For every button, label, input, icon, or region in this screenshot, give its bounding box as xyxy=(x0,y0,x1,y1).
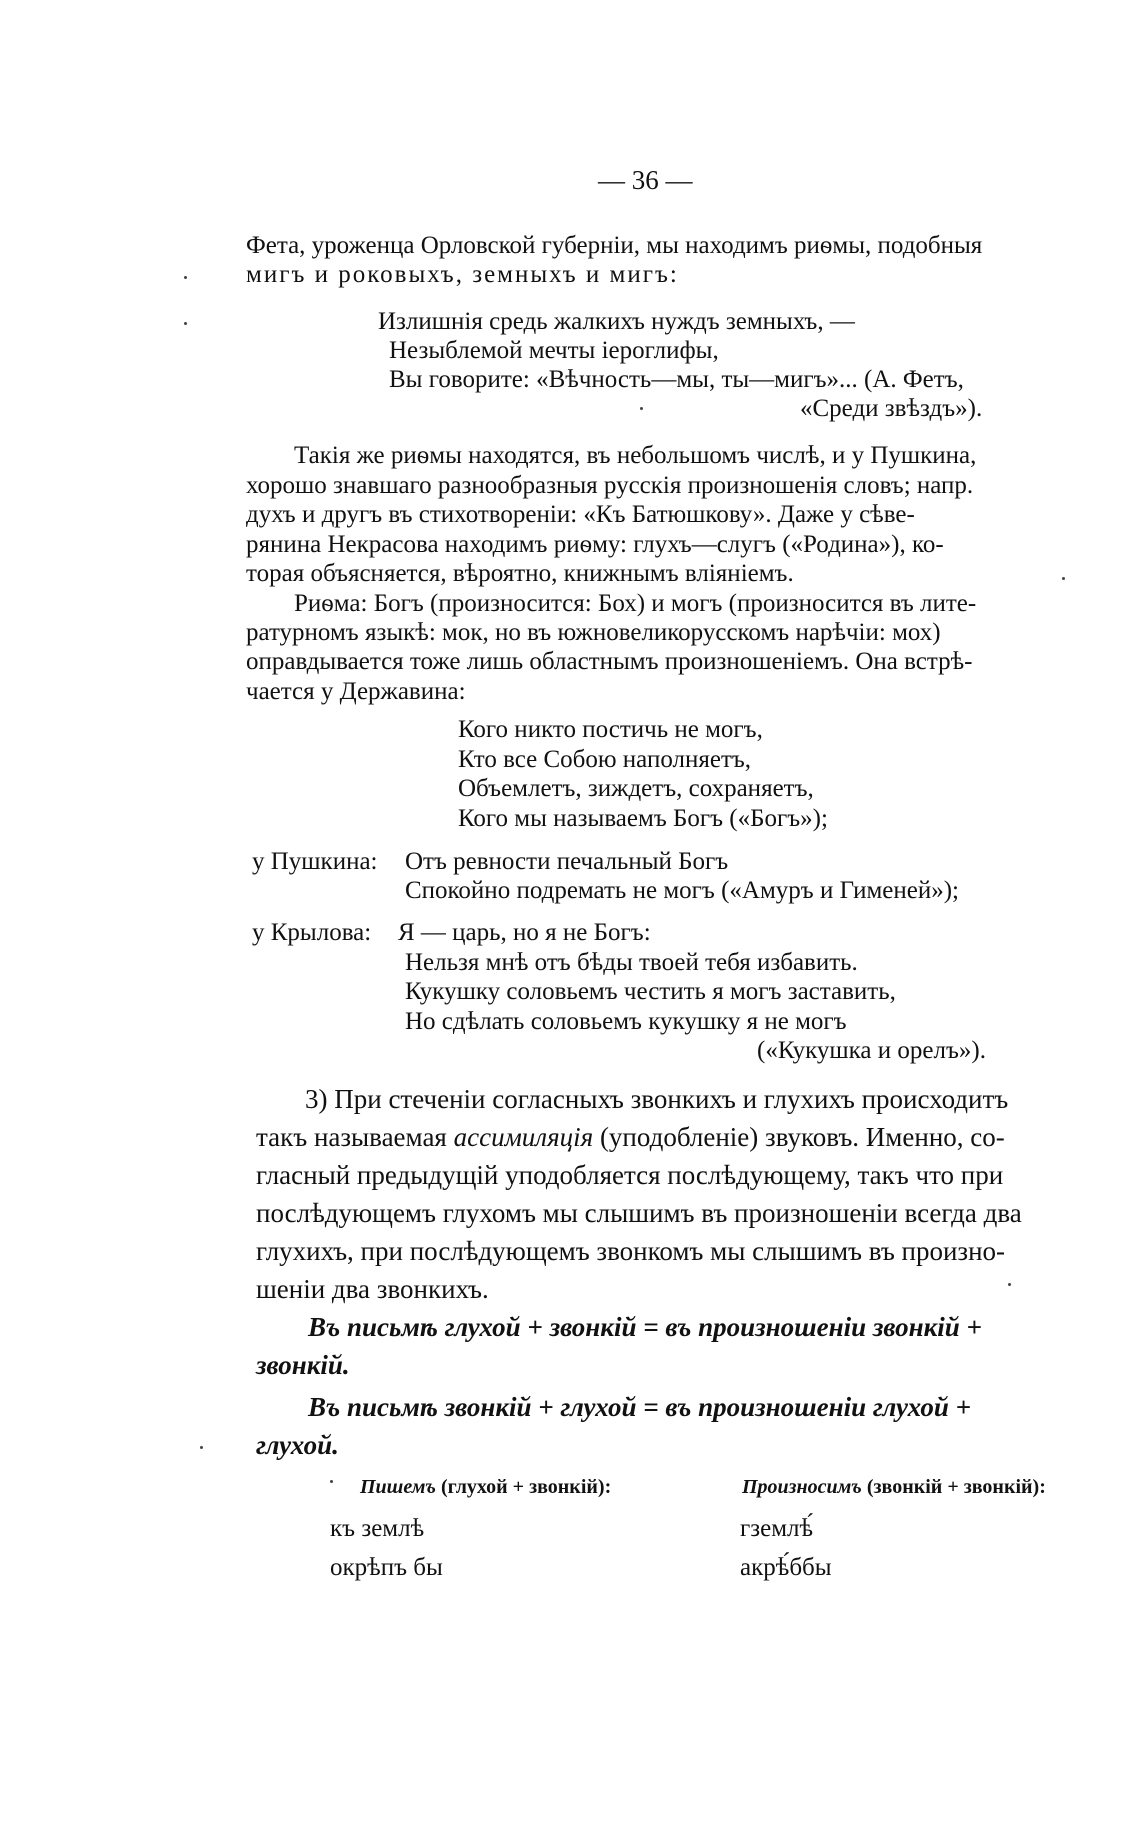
para2-line-2: хорошо знавшаго разнообразныя русскія произношенія словъ; напр. xyxy=(246,472,974,499)
page-number: — 36 — xyxy=(598,165,693,195)
krylov-line-5: («Кукушка и орелъ»). xyxy=(757,1037,986,1064)
fet-poem-line-2: Незыблемой мечты іероглифы, xyxy=(389,337,719,364)
para3-line-4: чается у Державина: xyxy=(246,678,466,705)
krylov-line-4: Но сдѣлать соловьемъ кукушку я не могъ xyxy=(405,1008,847,1035)
example-written-1: къ землѣ xyxy=(330,1515,425,1542)
example-spoken-1: гземлѣ́ xyxy=(740,1515,814,1542)
krylov-line-2: Нельзя мнѣ отъ бѣды твоей тебя избавить. xyxy=(405,949,858,976)
para4-line-4: послѣдующемъ глухомъ мы слышимъ въ произношеніи всегда два xyxy=(256,1198,1022,1228)
para2-line-1: Такія же риѳмы находятся, въ небольшомъ числѣ, и у Пушкина, xyxy=(294,442,977,469)
fet-poem-line-3: Вы говорите: «Вѣчность—мы, ты—мигъ»... (А. Фетъ, xyxy=(389,366,964,393)
scan-speck xyxy=(640,407,643,410)
scan-speck xyxy=(1062,577,1065,580)
krylov-line-3: Кукушку соловьемъ честить я могъ заставить, xyxy=(405,978,896,1005)
para4-line-3: гласный предыдущій уподобляется послѣдующему, такъ что при xyxy=(256,1160,1004,1190)
para2-line-3: духъ и другъ въ стихотвореніи: «Къ Батюшкову». Даже у сѣве- xyxy=(246,501,915,528)
examples-left-header: Пишемъ (глухой + звонкій): xyxy=(360,1476,612,1498)
fet-poem-line-1: Излишнія средь жалкихъ нуждъ земныхъ, — xyxy=(378,308,855,335)
example-written-2: окрѣпъ бы xyxy=(330,1554,443,1581)
para4-line-2: такъ называемая ассимиляція (уподобленіе) звуковъ. Именно, со- xyxy=(256,1122,1005,1152)
rule1-line-1: Въ письмѣ глухой + звонкій = въ произношеніи звонкій + xyxy=(308,1312,982,1342)
derzhavin-line-3: Объемлетъ, зиждетъ, сохраняетъ, xyxy=(458,775,814,802)
para4-line-5: глухихъ, при послѣдующемъ звонкомъ мы слышимъ въ произно- xyxy=(256,1236,1006,1266)
derzhavin-line-2: Кто все Собою наполняетъ, xyxy=(458,746,752,773)
rule2-line-1: Въ письмѣ звонкій + глухой = въ произношеніи глухой + xyxy=(308,1392,972,1422)
para4-line-6: шеніи два звонкихъ. xyxy=(256,1274,489,1304)
krylov-line-1: Я — царь, но я не Богъ: xyxy=(398,919,651,946)
examples-right-header: Произносимъ (звонкій + звонкій): xyxy=(742,1476,1046,1498)
para2-line-5: торая объясняется, вѣроятно, книжнымъ вліяніемъ. xyxy=(246,560,794,587)
krylov-label: у Крылова: xyxy=(252,919,372,946)
intro-line-1: Фета, уроженца Орловской губерніи, мы находимъ риѳмы, подобныя xyxy=(246,232,983,259)
para4-line-1: 3) При стеченіи согласныхъ звонкихъ и глухихъ происходитъ xyxy=(305,1084,1009,1114)
pushkin-line-1: Отъ ревности печальный Богъ xyxy=(405,848,729,875)
derzhavin-line-1: Кого никто постичь не могъ, xyxy=(458,716,763,743)
fet-poem-line-4: «Среди звѣздъ»). xyxy=(800,395,983,422)
para3-line-1: Риѳма: Богъ (произносится: Бох) и могъ (произносится въ лите- xyxy=(294,590,977,617)
scan-speck xyxy=(200,1446,203,1449)
para2-line-4: рянина Некрасова находимъ риѳму: глухъ—слугъ («Родина»), ко- xyxy=(246,531,944,558)
example-spoken-2: акрѣ́ббы xyxy=(740,1554,832,1581)
scan-speck xyxy=(1008,1283,1011,1286)
derzhavin-line-4: Кого мы называемъ Богъ («Богъ»); xyxy=(458,805,828,832)
scan-speck xyxy=(330,1480,333,1483)
intro-line-2: мигъ и роковыхъ, земныхъ и мигъ: xyxy=(246,261,679,288)
rule2-line-2: глухой. xyxy=(256,1430,339,1460)
scan-speck xyxy=(184,322,187,325)
rule1-line-2: звонкій. xyxy=(256,1350,350,1380)
pushkin-line-2: Спокойно подремать не могъ («Амуръ и Гименей»); xyxy=(405,877,959,904)
para3-line-3: оправдывается тоже лишь областнымъ произношеніемъ. Она встрѣ- xyxy=(246,648,973,675)
pushkin-label: у Пушкина: xyxy=(252,848,378,875)
para3-line-2: ратурномъ языкѣ: мок, но въ южновеликорусскомъ нарѣчіи: мох) xyxy=(246,619,941,646)
scan-speck xyxy=(184,276,187,279)
term-assimilation: ассимиляція xyxy=(453,1122,594,1152)
